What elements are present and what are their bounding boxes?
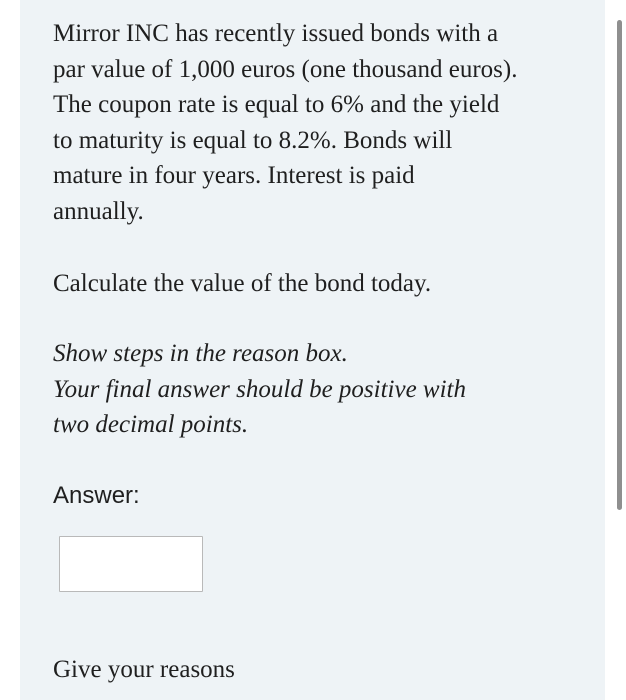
note-line: Show steps in the reason box. <box>53 340 348 367</box>
answer-input[interactable] <box>59 536 203 592</box>
question-line: The coupon rate is equal to 6% and the yield <box>53 91 500 118</box>
question-line: annually. <box>53 197 144 225</box>
question-instruction: Calculate the value of the bond today. <box>53 270 432 297</box>
question-line: par value of 1,000 euros (one thousand euros). <box>53 55 518 83</box>
question-line: to maturity is equal to 8.2%. Bonds will <box>53 126 453 154</box>
note-line: Your final answer should be positive with <box>53 375 467 403</box>
answer-label: Answer: <box>53 482 140 509</box>
reasons-label: Give your reasons <box>53 656 235 683</box>
note-line: two decimal points. <box>53 411 249 438</box>
question-note <box>53 336 573 443</box>
question-line: Mirror INC has recently issued bonds with a <box>53 20 499 47</box>
question-text <box>53 16 583 229</box>
question-line: mature in four years. Interest is paid <box>53 162 415 189</box>
scrollbar-thumb[interactable] <box>617 20 622 510</box>
